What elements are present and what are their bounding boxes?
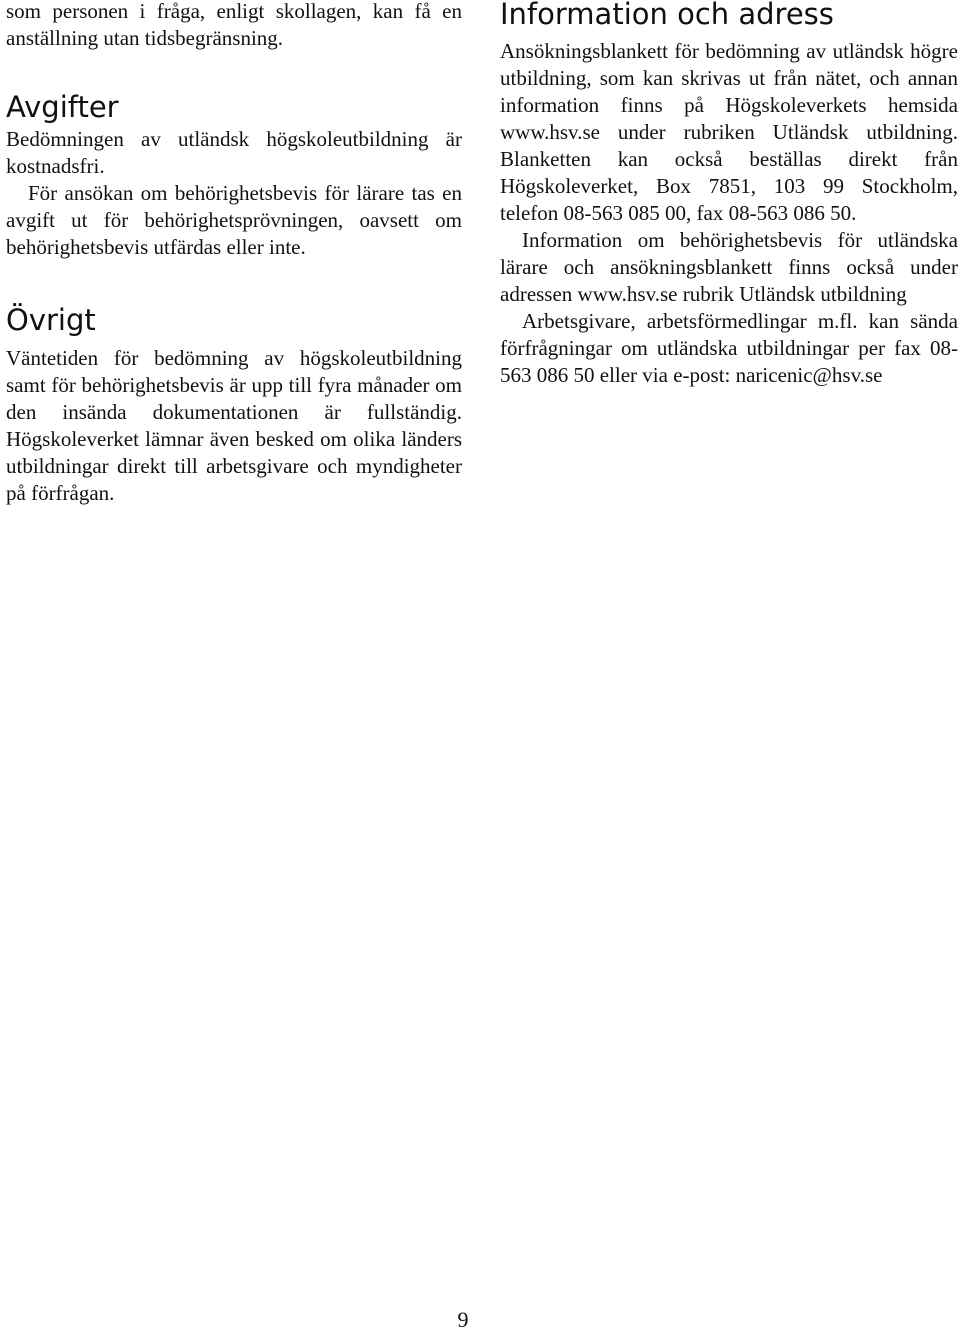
page-number: 9 [457, 1307, 469, 1332]
information-heading: Information och adress [500, 0, 834, 31]
avgifter-heading: Avgifter [6, 90, 119, 124]
information-paragraph-2: Information om behörighetsbevis för utländska lärare och ansökningsblankett finns också under adressen www.hsv.se rubrik Utländsk utbildning [500, 228, 958, 306]
avgifter-paragraph-1: Bedömningen av utländsk högskoleutbildning är kostnadsfri. [6, 127, 462, 178]
ovrigt-heading: Övrigt [6, 303, 96, 337]
avgifter-paragraph-2: För ansökan om behörighetsbevis för lärare tas en avgift ut för behörighetsprövningen, oavsett om behörighetsbevis utfärdas eller inte. [6, 181, 462, 259]
left-column [6, 0, 462, 507]
ovrigt-paragraph-1: Väntetiden för bedömning av högskoleutbildning samt för behörighetsbevis är upp till fyra månader om den insända dokumentationen är fullständig. Högskoleverket lämnar även besked om olika länders utbildningar direkt till arbetsgivare och myndigheter på förfrågan. [6, 346, 462, 505]
information-paragraph-3: Arbetsgivare, arbetsförmedlingar m.fl. kan sända förfrågningar om utländska utbildningar per fax 08-563 086 50 eller via e-post: naricenic@hsv.se [500, 309, 958, 387]
information-paragraph-1: Ansökningsblankett för bedömning av utländsk högre utbildning, som kan skrivas ut från nätet, och annan information finns på Högskoleverkets hemsida www.hsv.se under rubriken Utländsk utbildning. Blanketten kan också beställas direkt från Högskoleverket, Box 7851, 103 99 Stockholm, telefon 08-563 085 00, fax 08-563 086 50. [500, 39, 958, 225]
intro-paragraph: som personen i fråga, enligt skollagen, kan få en anställning utan tidsbegränsning. [6, 0, 462, 50]
right-column [500, 0, 958, 389]
